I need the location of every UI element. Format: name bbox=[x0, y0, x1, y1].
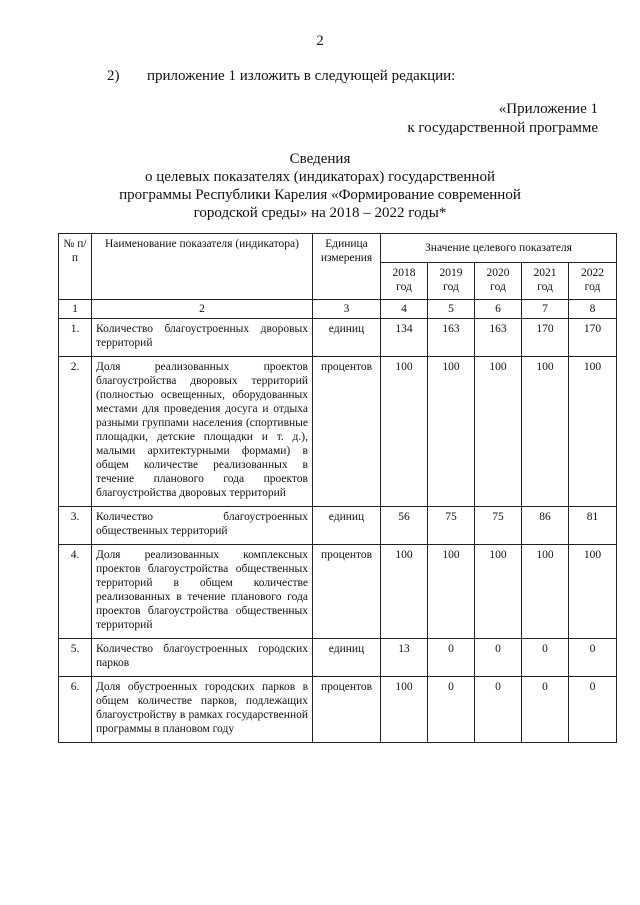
header-year: 2020 год bbox=[475, 263, 522, 300]
row-unit: процентов bbox=[313, 357, 381, 507]
row-value: 75 bbox=[475, 507, 522, 545]
row-value: 163 bbox=[475, 319, 522, 357]
index-cell: 6 bbox=[475, 300, 522, 319]
row-unit: единиц bbox=[313, 319, 381, 357]
header-unit: Единица измерения bbox=[313, 234, 381, 300]
row-value: 0 bbox=[428, 639, 475, 677]
row-unit: процентов bbox=[313, 677, 381, 743]
row-value: 100 bbox=[381, 357, 428, 507]
row-value: 100 bbox=[475, 545, 522, 639]
row-unit: единиц bbox=[313, 507, 381, 545]
row-value: 100 bbox=[522, 357, 569, 507]
amendment-item-number: 2) bbox=[107, 68, 120, 84]
row-name: Количество благоустроенных общественных территорий bbox=[92, 507, 313, 545]
header-name: Наименование показателя (индикатора) bbox=[92, 234, 313, 300]
row-value: 56 bbox=[381, 507, 428, 545]
row-value: 0 bbox=[522, 677, 569, 743]
index-cell: 8 bbox=[569, 300, 617, 319]
table-row bbox=[59, 677, 617, 743]
table-row bbox=[59, 357, 617, 507]
row-value: 170 bbox=[569, 319, 617, 357]
row-value: 170 bbox=[522, 319, 569, 357]
heading-line-1: Сведения bbox=[289, 151, 351, 167]
row-name: Доля реализованных комплексных проектов благоустройства общественных территорий в общем количестве реализованных в течение планового года проектов благоустройства общественных территорий bbox=[92, 545, 313, 639]
amendment-item-text: приложение 1 изложить в следующей редакции: bbox=[147, 68, 456, 84]
appendix-line-2: к государственной программе bbox=[407, 120, 598, 136]
row-value: 100 bbox=[381, 677, 428, 743]
row-name: Количество благоустроенных дворовых территорий bbox=[92, 319, 313, 357]
index-cell: 3 bbox=[313, 300, 381, 319]
row-value: 86 bbox=[522, 507, 569, 545]
header-value-group: Значение целевого показателя bbox=[381, 234, 617, 263]
header-year: 2021 год bbox=[522, 263, 569, 300]
row-name: Доля реализованных проектов благоустройства дворовых территорий (полностью освещенных, оборудованных местами для проведения досуга и отдыха разными группами населения (спортивные площадки, детские площадки и т. д.), малыми архитектурными формами) в общем количестве реализованных в течение планового года проектов благоустройства дворовых территорий bbox=[92, 357, 313, 507]
indicators-table bbox=[58, 233, 617, 743]
table-row bbox=[59, 639, 617, 677]
row-value: 100 bbox=[569, 545, 617, 639]
appendix-line-1: «Приложение 1 bbox=[498, 101, 598, 117]
row-unit: процентов bbox=[313, 545, 381, 639]
index-cell: 2 bbox=[92, 300, 313, 319]
row-value: 13 bbox=[381, 639, 428, 677]
row-value: 100 bbox=[428, 357, 475, 507]
row-value: 0 bbox=[428, 677, 475, 743]
row-num: 3. bbox=[59, 507, 92, 545]
row-num: 2. bbox=[59, 357, 92, 507]
row-value: 75 bbox=[428, 507, 475, 545]
row-value: 163 bbox=[428, 319, 475, 357]
row-value: 0 bbox=[475, 639, 522, 677]
table-row bbox=[59, 507, 617, 545]
row-value: 0 bbox=[475, 677, 522, 743]
heading-line-3: программы Республики Карелия «Формирование современной bbox=[119, 187, 521, 203]
header-year: 2018 год bbox=[381, 263, 428, 300]
header-year: 2019 год bbox=[428, 263, 475, 300]
row-num: 4. bbox=[59, 545, 92, 639]
page-number: 2 bbox=[316, 33, 324, 49]
table-row bbox=[59, 319, 617, 357]
row-value: 100 bbox=[428, 545, 475, 639]
heading-line-2: о целевых показателях (индикаторах) государственной bbox=[145, 169, 495, 185]
row-num: 1. bbox=[59, 319, 92, 357]
header-year: 2022 год bbox=[569, 263, 617, 300]
index-cell: 5 bbox=[428, 300, 475, 319]
heading-line-4: городской среды» на 2018 – 2022 годы* bbox=[193, 205, 447, 221]
column-index-row bbox=[59, 300, 617, 319]
amendment-item bbox=[107, 68, 455, 85]
row-value: 134 bbox=[381, 319, 428, 357]
index-cell: 4 bbox=[381, 300, 428, 319]
index-cell: 1 bbox=[59, 300, 92, 319]
table-row bbox=[59, 545, 617, 639]
header-num: № п/п bbox=[59, 234, 92, 300]
row-value: 0 bbox=[522, 639, 569, 677]
row-value: 100 bbox=[381, 545, 428, 639]
row-value: 0 bbox=[569, 639, 617, 677]
index-cell: 7 bbox=[522, 300, 569, 319]
row-value: 100 bbox=[522, 545, 569, 639]
row-value: 100 bbox=[569, 357, 617, 507]
row-num: 6. bbox=[59, 677, 92, 743]
appendix-reference bbox=[407, 100, 598, 138]
row-value: 0 bbox=[569, 677, 617, 743]
row-value: 100 bbox=[475, 357, 522, 507]
row-value: 81 bbox=[569, 507, 617, 545]
document-heading bbox=[0, 150, 640, 222]
row-num: 5. bbox=[59, 639, 92, 677]
row-unit: единиц bbox=[313, 639, 381, 677]
row-name: Количество благоустроенных городских парков bbox=[92, 639, 313, 677]
row-name: Доля обустроенных городских парков в общем количестве парков, подлежащих благоустройству в рамках государственной программы в плановом году bbox=[92, 677, 313, 743]
